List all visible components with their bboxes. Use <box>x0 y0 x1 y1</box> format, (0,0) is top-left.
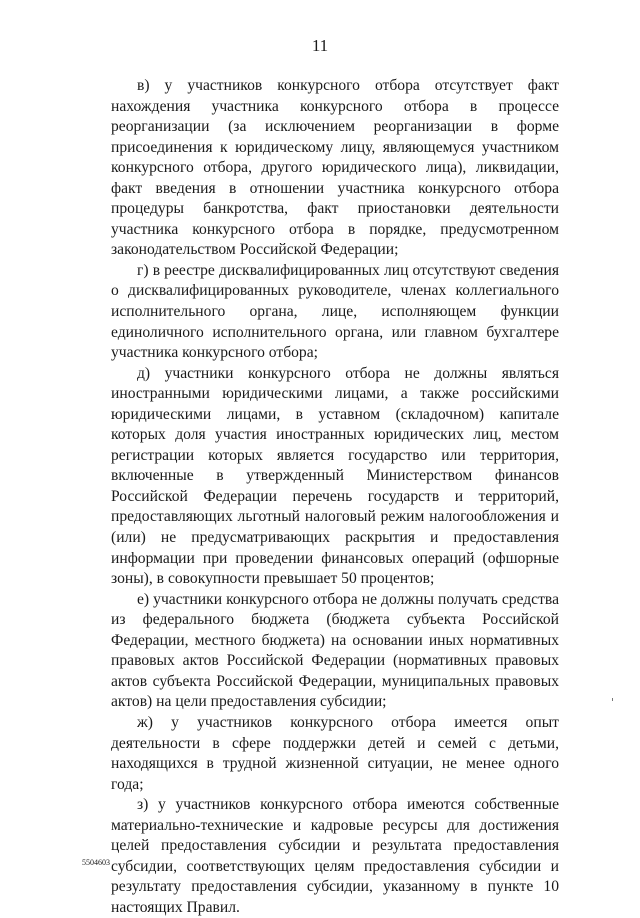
paragraph-d: д) участники конкурсного отбора не должны являться иностранными юридическими лицами, а также российскими юридическими лицами, в уставном (складочном) капитале которых доля участия иностранных юридических лиц, местом регистрации которых является государство или территория, включенные в утвержденный Министерством финансов Российской Федерации перечень государств и территорий, предоставляющих льготный налоговый режим налогообложения и (или) не предусматривающих раскрытия и предоставления информации при проведении финансовых операций (офшорные зоны), в совокупности превышает 50 процентов; <box>111 364 559 588</box>
paragraph-g: г) в реестре дисквалифицированных лиц отсутствуют сведения о дисквалифицированных руководителе, членах коллегиального исполнительного органа, лице, исполняющем функции единоличного исполнительного органа, или главном бухгалтере участника конкурсного отбора; <box>111 261 559 362</box>
paragraph-z: з) у участников конкурсного отбора имеются собственные материально-технические и кадровые ресурсы для достижения целей предоставления субсидии и результата предоставления субсидии, соответствующих целям предоставления субсидии и результату предоставления субсидии, указанному в пункте 10 настоящих Правил. <box>111 796 559 916</box>
paragraph-zh: ж) у участников конкурсного отбора имеется опыт деятельности в сфере поддержки детей и семей с детьми, находящихся в трудной жизненной ситуации, не менее одного года; <box>111 713 559 793</box>
page-number: 11 <box>311 36 329 55</box>
paragraph-e: е) участники конкурсного отбора не должны получать средства из федерального бюджета (бюджета субъекта Российской Федерации, местного бюджета) на основании иных нормативных правовых актов Российской Федерации (нормативных правовых актов субъекта Российской Федерации, муниципальных правовых актов) на цели предоставления субсидии; <box>111 590 559 711</box>
document-code: 5504603 <box>82 858 110 867</box>
document-body <box>111 76 559 918</box>
scan-edge-mark <box>612 698 613 701</box>
paragraph-v: в) у участников конкурсного отбора отсутствует факт нахождения участника конкурсного отбора в процессе реорганизации (за исключением реорганизации в форме присоединения к юридическому лицу, являющемуся участником конкурсного отбора, другого юридического лица), ликвидации, факт введения в отношении участника конкурсного отбора процедуры банкротства, факт приостановки деятельности участника конкурсного отбора в порядке, предусмотренном законодательством Российской Федерации; <box>111 77 559 259</box>
